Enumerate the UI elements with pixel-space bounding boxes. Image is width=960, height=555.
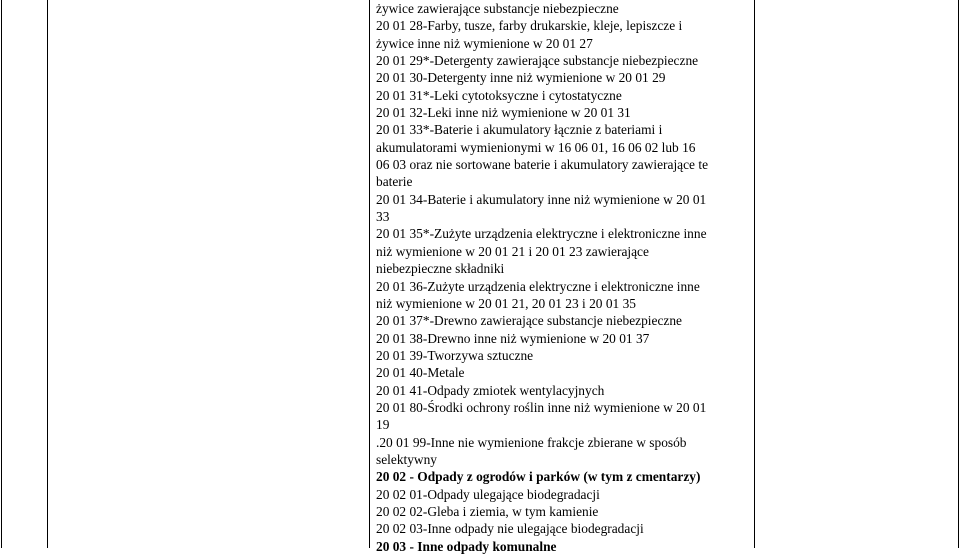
waste-code-line: 20 01 28-Farby, tusze, farby drukarskie, kleje, lepiszcze i	[376, 18, 683, 34]
waste-code-line: 20 01 39-Tworzywa sztuczne	[376, 347, 534, 363]
table-column-divider	[369, 0, 370, 548]
table-column-divider	[47, 0, 48, 548]
section-heading: 20 02 - Odpady z ogrodów i parków (w tym z cmentarzy)	[376, 469, 701, 485]
waste-code-line: 20 01 41-Odpady zmiotek wentylacyjnych	[376, 382, 605, 398]
waste-code-line: akumulatorami wymienionymi w 16 06 01, 16 06 02 lub 16	[376, 139, 696, 155]
table-border-left	[1, 0, 2, 548]
waste-code-line: 20 01 80-Środki ochrony roślin inne niż wymienione w 20 01	[376, 399, 707, 415]
waste-code-line: 20 02 02-Gleba i ziemia, w tym kamienie	[376, 503, 599, 519]
waste-code-line: 20 01 29*-Detergenty zawierające substancje niebezpieczne	[376, 53, 699, 69]
section-heading: 20 03 - Inne odpady komunalne	[376, 538, 557, 554]
waste-code-line: 33	[376, 209, 390, 225]
waste-code-line: 20 01 38-Drewno inne niż wymienione w 20 01 37	[376, 330, 650, 346]
waste-code-line: niż wymienione w 20 01 21 i 20 01 23 zawierające	[376, 243, 649, 259]
waste-code-line: 20 01 33*-Baterie i akumulatory łącznie z bateriami i	[376, 122, 663, 138]
waste-code-line: 20 01 31*-Leki cytotoksyczne i cytostatyczne	[376, 87, 622, 103]
waste-code-line: 19	[376, 417, 390, 433]
waste-code-line: baterie	[376, 174, 413, 190]
waste-code-line: niż wymienione w 20 01 21, 20 01 23 i 20 01 35	[376, 295, 636, 311]
waste-code-line: 20 02 03-Inne odpady nie ulegające biodegradacji	[376, 521, 644, 537]
waste-code-line: 20 01 36-Zużyte urządzenia elektryczne i elektroniczne inne	[376, 278, 700, 294]
waste-code-line: żywice inne niż wymienione w 20 01 27	[376, 35, 593, 51]
table-border-right	[958, 0, 959, 548]
waste-code-line: 06 03 oraz nie sortowane baterie i akumulatory zawierające te	[376, 157, 709, 173]
waste-codes-cell	[376, 0, 750, 555]
waste-code-line: 20 01 37*-Drewno zawierające substancje niebezpieczne	[376, 313, 682, 329]
waste-code-line: 20 01 35*-Zużyte urządzenia elektryczne i elektroniczne inne	[376, 226, 707, 242]
waste-code-line: 20 01 32-Leki inne niż wymienione w 20 01 31	[376, 105, 631, 121]
waste-code-line: 20 01 34-Baterie i akumulatory inne niż wymienione w 20 01	[376, 191, 707, 207]
waste-code-line: niebezpieczne składniki	[376, 261, 505, 277]
table-column-divider	[754, 0, 755, 548]
waste-code-line: 20 02 01-Odpady ulegające biodegradacji	[376, 486, 600, 502]
waste-code-line: selektywny	[376, 451, 437, 467]
waste-code-line: .20 01 99-Inne nie wymienione frakcje zbierane w sposób	[376, 434, 687, 450]
waste-code-line: żywice zawierające substancje niebezpieczne	[376, 1, 619, 16]
waste-code-line: 20 01 30-Detergenty inne niż wymienione w 20 01 29	[376, 70, 666, 86]
waste-code-line: 20 01 40-Metale	[376, 365, 465, 381]
